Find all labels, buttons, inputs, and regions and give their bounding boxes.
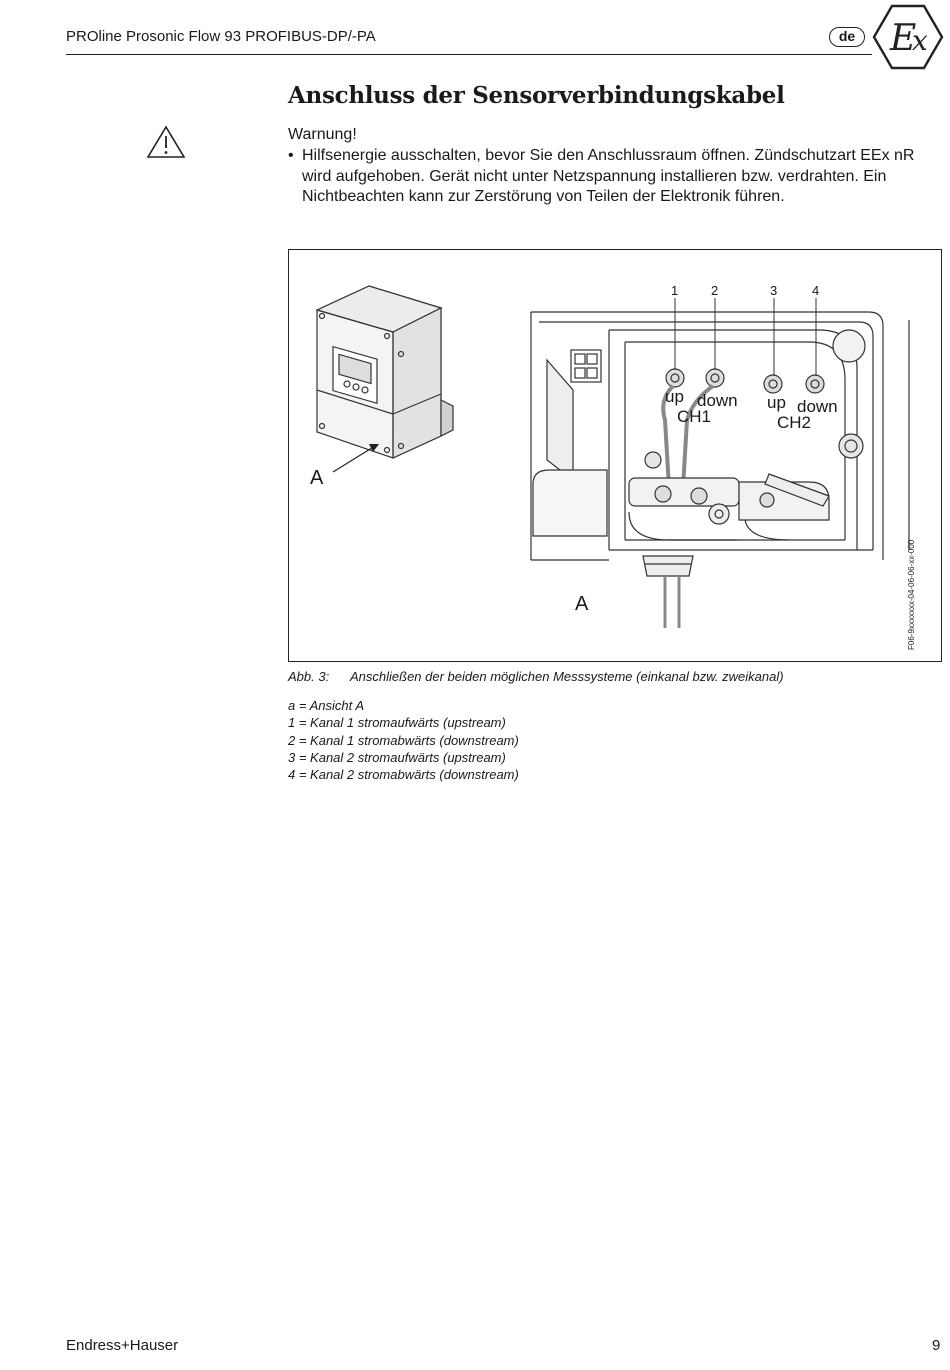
svg-text:E: E — [890, 18, 917, 59]
connection-drawing — [289, 250, 942, 662]
figure-caption-number: Abb. 3: — [288, 669, 330, 684]
transmitter-housing-drawing — [317, 286, 453, 458]
warning-heading: Warnung! — [288, 126, 357, 143]
page-number: 9 — [932, 1337, 941, 1354]
figure-connection-diagram — [288, 249, 942, 662]
view-letter-a: A — [310, 467, 324, 489]
warning-list-item — [288, 146, 943, 208]
figure-caption-text: Anschließen der beiden möglichen Messsysteme (einkanal bzw. zweikanal) — [350, 669, 784, 684]
callout-number-4: 4 — [812, 283, 820, 298]
svg-text:x: x — [912, 24, 928, 57]
bullet: • — [288, 147, 294, 164]
label-ch2: CH2 — [777, 413, 812, 432]
callout-number-2: 2 — [711, 283, 719, 298]
legend-item: a = Ansicht A — [288, 698, 364, 713]
figure-legend — [288, 697, 519, 783]
label-ch1: CH1 — [677, 407, 712, 426]
footer-brand: Endress+Hauser — [66, 1337, 179, 1354]
terminal-compartment-drawing — [531, 312, 909, 628]
section-title: Anschluss der Sensorverbindungskabel — [288, 82, 785, 109]
legend-item: 4 = Kanal 2 stromabwärts (downstream) — [288, 767, 519, 783]
warning-text: Hilfsenergie ausschalten, bevor Sie den Anschlussraum öffnen. Zündschutzart EEx nR wird aufgehoben. Gerät nicht unter Netzspannung installieren bzw. verdrahten. Ein Nichtbeachten kann zur Zerstörung von Teilen der Elektronik führen. — [302, 147, 915, 205]
legend-item: 3 = Kanal 2 stromaufwärts (upstream) — [288, 749, 506, 765]
document-title: PROline Prosonic Flow 93 PROFIBUS-DP/-PA — [66, 28, 376, 45]
label-up-ch1: up — [665, 387, 684, 406]
callout-number-3: 3 — [770, 283, 778, 298]
warning-triangle-icon — [146, 125, 186, 159]
figure-reference-code: F06-9xxxxxxx-04-06-06-xx-000 — [907, 539, 916, 650]
label-down-ch2: down — [797, 397, 838, 416]
label-up-ch2: up — [767, 393, 786, 412]
ex-protection-icon — [872, 4, 944, 70]
legend-item: 1 = Kanal 1 stromaufwärts (upstream) — [288, 715, 506, 731]
header-divider — [66, 54, 872, 55]
view-letter-a-detail: A — [575, 593, 589, 615]
language-badge: de — [829, 27, 865, 47]
legend-item: 2 = Kanal 1 stromabwärts (downstream) — [288, 732, 519, 748]
label-down-ch1: down — [697, 391, 738, 410]
callout-number-1: 1 — [671, 283, 679, 298]
